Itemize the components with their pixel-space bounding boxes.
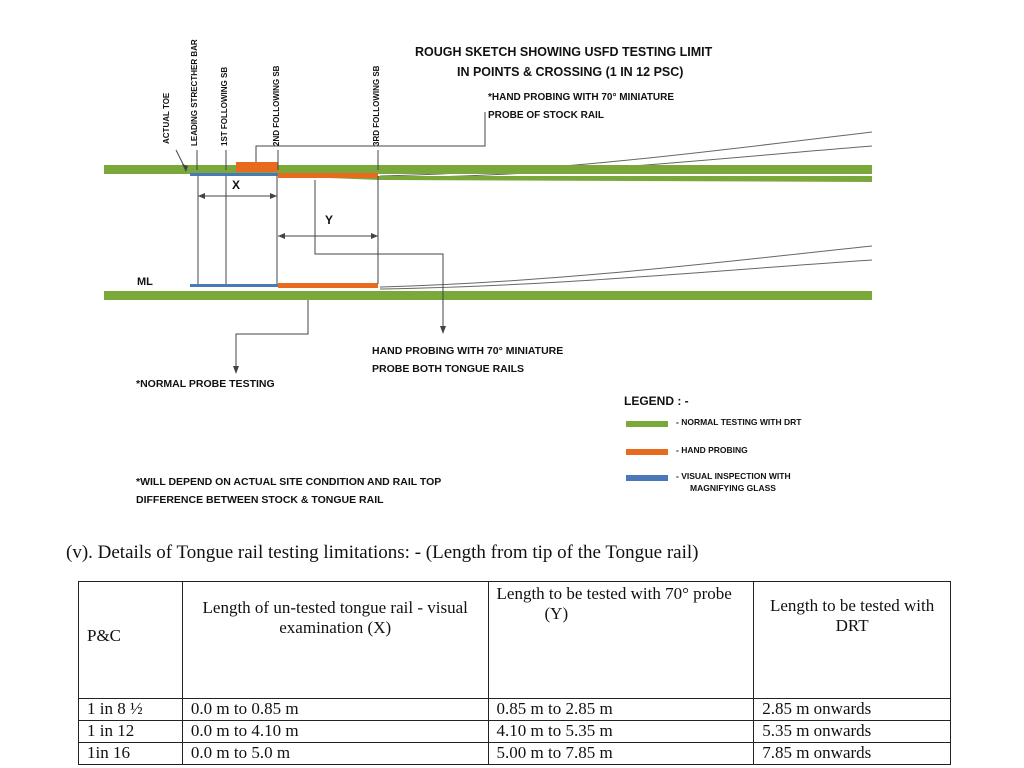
hand-probing-tongue-top <box>278 173 378 178</box>
cell-untested: 0.0 m to 0.85 m <box>182 699 488 721</box>
visual-inspection-bottom <box>190 284 278 287</box>
diverging-rail-curve-3 <box>380 246 872 287</box>
legend-item-visual <box>626 470 791 494</box>
site-condition-note-line1: *WILL DEPEND ON ACTUAL SITE CONDITION AND RAIL TOP <box>136 476 442 488</box>
diverging-rail-curve-4 <box>380 260 872 289</box>
header-drt: Length to be tested with DRT <box>754 582 951 699</box>
cell-untested: 0.0 m to 4.10 m <box>182 721 488 743</box>
stock-rail-note-line1: *HAND PROBING WITH 70° MINIATURE <box>488 92 675 103</box>
cell-pc: 1 in 8 ½ <box>79 699 183 721</box>
cell-drt: 2.85 m onwards <box>754 699 951 721</box>
legend-swatch-blue <box>626 475 668 481</box>
hand-probing-tongue-bottom <box>278 283 378 288</box>
hand-probing-stock-rail <box>236 162 278 172</box>
header-untested: Length of un-tested tongue rail - visual examination (X) <box>182 582 488 699</box>
stock-rail-note-leader <box>256 112 485 162</box>
normal-probe-note: *NORMAL PROBE TESTING <box>136 378 275 390</box>
legend-label-visual-line2: MAGNIFYING GLASS <box>690 483 776 493</box>
diagram-title-line2: IN POINTS & CROSSING (1 IN 12 PSC) <box>457 65 684 79</box>
cell-pc: 1in 16 <box>79 743 183 765</box>
cell-probe: 0.85 m to 2.85 m <box>488 699 754 721</box>
header-probe-line1: Length to be tested with 70° probe <box>496 584 732 603</box>
normal-probe-leader <box>236 300 308 370</box>
legend-label-visual-line1: - VISUAL INSPECTION WITH <box>676 471 791 481</box>
header-pc: P&C <box>79 582 183 699</box>
table-row <box>79 721 951 743</box>
site-condition-note <box>136 473 441 509</box>
third-following-sb-label: 3RD FOLLOWING SB <box>372 65 381 146</box>
diagram-title <box>415 42 712 82</box>
tongue-rail-note-line2: PROBE BOTH TONGUE RAILS <box>372 363 525 375</box>
legend-swatch-green <box>626 421 668 427</box>
x-label: X <box>232 178 241 192</box>
ml-label: ML <box>137 276 153 288</box>
legend-label-drt: - NORMAL TESTING WITH DRT <box>676 417 802 427</box>
tongue-note-leader <box>315 180 443 330</box>
y-label: Y <box>325 213 334 227</box>
legend-label-hand-probing: - HAND PROBING <box>676 445 748 455</box>
actual-toe-label: ACTUAL TOE <box>162 92 171 144</box>
first-following-sb-label: 1ST FOLLOWING SB <box>220 66 229 146</box>
second-following-sb-label: 2ND FOLLOWING SB <box>272 65 281 146</box>
leading-stretcher-bar-label: LEADING STRECTHER BAR <box>190 39 199 146</box>
cell-pc: 1 in 12 <box>79 721 183 743</box>
cell-probe: 4.10 m to 5.35 m <box>488 721 754 743</box>
legend-label-visual <box>676 470 791 494</box>
header-probe <box>488 582 754 699</box>
legend-item-hand-probing <box>626 444 748 456</box>
tongue-rail-limitations-table <box>78 581 951 765</box>
stock-rail-top <box>104 165 872 174</box>
visual-inspection-top <box>190 173 278 176</box>
legend-item-drt <box>626 416 801 428</box>
table-row <box>79 743 951 765</box>
legend-title: LEGEND : - <box>624 394 689 408</box>
tongue-rail-note-line1: HAND PROBING WITH 70° MINIATURE <box>372 345 564 357</box>
table-row <box>79 699 951 721</box>
cell-untested: 0.0 m to 5.0 m <box>182 743 488 765</box>
cell-drt: 5.35 m onwards <box>754 721 951 743</box>
cell-drt: 7.85 m onwards <box>754 743 951 765</box>
stock-rail-note-line2: PROBE OF STOCK RAIL <box>488 110 604 121</box>
stock-rail-note <box>488 89 674 125</box>
table-caption: (v). Details of Tongue rail testing limitations: - (Length from tip of the Tongue rail) <box>66 542 699 563</box>
header-probe-line2: (Y) <box>544 604 569 623</box>
cell-probe: 5.00 m to 7.85 m <box>488 743 754 765</box>
legend-swatch-orange <box>626 449 668 455</box>
table-header-row <box>79 582 951 699</box>
tongue-rail-note <box>372 342 563 378</box>
stock-rail-bottom <box>104 291 872 300</box>
site-condition-note-line2: DIFFERENCE BETWEEN STOCK & TONGUE RAIL <box>136 494 384 506</box>
diagram-title-line1: ROUGH SKETCH SHOWING USFD TESTING LIMIT <box>415 45 713 59</box>
